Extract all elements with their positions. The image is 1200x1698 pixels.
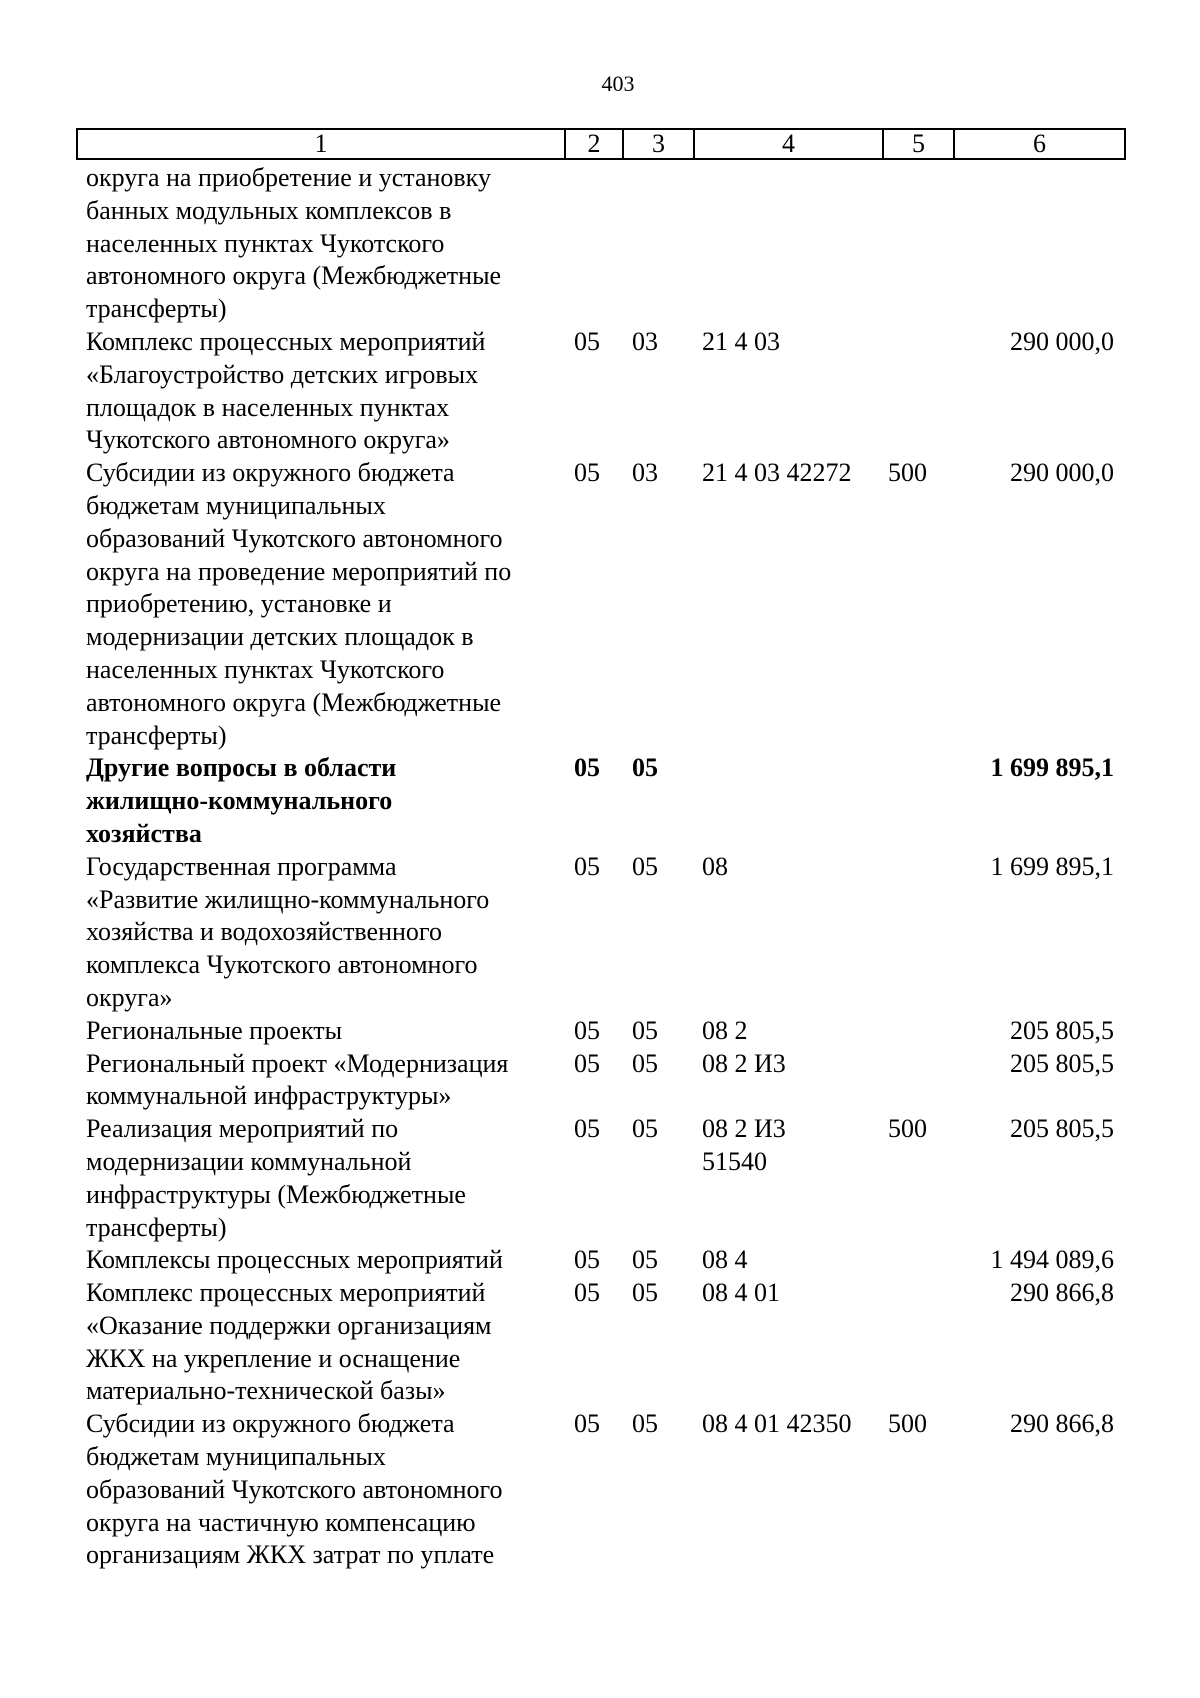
table-header — [76, 128, 1126, 160]
row-target-code: 21 4 03 42272 — [702, 458, 852, 488]
row-amount: 205 805,5 — [1010, 1015, 1114, 1045]
row-name: Региональные проекты — [86, 1015, 343, 1045]
table-row — [86, 1015, 1116, 1048]
table-row — [86, 1113, 1116, 1244]
row-section: 05 — [574, 1409, 600, 1439]
row-target-code: 08 4 01 — [702, 1278, 780, 1308]
row-section: 05 — [574, 753, 600, 783]
row-name: Реализация мероприятий по модернизации коммунальной инфраструктуры (Межбюджетные трансферты) — [86, 1114, 466, 1242]
row-expense-type — [888, 1048, 962, 1114]
row-expense-type — [888, 752, 962, 850]
header-col-6: 6 — [1033, 129, 1046, 158]
header-col-1: 1 — [78, 130, 566, 158]
row-expense-type — [888, 162, 962, 326]
row-name: Комплексы процессных мероприятий — [86, 1245, 503, 1275]
row-amount: 290 866,8 — [1010, 1278, 1114, 1308]
row-section — [574, 162, 632, 326]
row-expense-type: 500 — [888, 1114, 927, 1144]
row-amount: 290 000,0 — [1010, 458, 1114, 488]
row-subsection: 05 — [632, 753, 658, 783]
row-name: Комплекс процессных мероприятий «Оказание поддержки организациям ЖКХ на укрепление и оснащение материально-технической базы» — [86, 1278, 492, 1406]
page-number: 403 — [601, 71, 635, 96]
row-name: Региональный проект «Модернизация коммунальной инфраструктуры» — [86, 1048, 509, 1111]
row-amount: 1 494 089,6 — [990, 1245, 1114, 1275]
row-subsection: 05 — [632, 1245, 658, 1275]
row-subsection: 05 — [632, 1048, 658, 1078]
row-section: 05 — [574, 1015, 600, 1045]
row-expense-type — [888, 326, 962, 457]
row-section: 05 — [574, 1114, 600, 1144]
header-col-5: 5 — [884, 130, 955, 158]
row-target-code: 21 4 03 — [702, 326, 780, 356]
table-row — [86, 162, 1116, 326]
row-target-code: 08 2 И3 — [702, 1048, 786, 1078]
table-row — [86, 457, 1116, 752]
row-amount: 205 805,5 — [1010, 1048, 1114, 1078]
table-row — [86, 1408, 1116, 1572]
row-subsection: 03 — [632, 326, 658, 356]
row-amount: 1 699 895,1 — [990, 851, 1114, 881]
row-name: Субсидии из окружного бюджета бюджетам муниципальных образований Чукотского автономного округа на частичную компенсацию организациям ЖКХ затрат по уплате — [86, 1409, 503, 1570]
row-section: 05 — [574, 1278, 600, 1308]
row-section: 05 — [574, 458, 600, 488]
row-section: 05 — [574, 1245, 600, 1275]
row-subsection — [632, 162, 702, 326]
row-section: 05 — [574, 326, 600, 356]
row-name: Государственная программа «Развитие жилищно-коммунального хозяйства и водохозяйственного комплекса Чукотского автономного округа» — [86, 851, 490, 1012]
row-subsection: 05 — [632, 1015, 658, 1045]
row-subsection: 05 — [632, 851, 658, 881]
row-subsection: 05 — [632, 1114, 658, 1144]
row-target-code: 08 2 — [702, 1015, 748, 1045]
row-section: 05 — [574, 851, 600, 881]
row-subsection: 03 — [632, 458, 658, 488]
row-subsection: 05 — [632, 1278, 658, 1308]
row-expense-type: 500 — [888, 458, 927, 488]
header-col-2: 2 — [566, 130, 624, 158]
row-expense-type — [888, 1277, 962, 1408]
row-section: 05 — [574, 1048, 600, 1078]
table-row — [86, 1244, 1116, 1277]
header-col-3: 3 — [624, 130, 695, 158]
row-name: Другие вопросы в области жилищно-коммунального хозяйства — [86, 753, 397, 848]
row-target-code: 08 — [702, 851, 728, 881]
table-row — [86, 851, 1116, 1015]
row-amount: 1 699 895,1 — [990, 753, 1114, 783]
row-target-code: 08 4 — [702, 1245, 748, 1275]
row-name: Комплекс процессных мероприятий «Благоустройство детских игровых площадок в населенных пунктах Чукотского автономного округа» — [86, 326, 486, 455]
table-row — [86, 1048, 1116, 1114]
row-amount: 290 000,0 — [1010, 326, 1114, 356]
header-col-4: 4 — [695, 130, 884, 158]
row-target-code: 08 4 01 42350 — [702, 1409, 852, 1439]
row-amount: 290 866,8 — [1010, 1409, 1114, 1439]
table-body — [86, 162, 1116, 1572]
row-amount — [962, 162, 1114, 326]
row-expense-type: 500 — [888, 1409, 927, 1439]
row-expense-type — [888, 1244, 962, 1277]
row-target-code — [702, 162, 888, 326]
row-expense-type — [888, 851, 962, 1015]
row-subsection: 05 — [632, 1409, 658, 1439]
table-row — [86, 1277, 1116, 1408]
row-name: округа на приобретение и установку банных модульных комплексов в населенных пунктах Чукотского автономного округа (Межбюджетные трансферты) — [86, 163, 502, 324]
row-expense-type — [888, 1015, 962, 1048]
row-target-code — [702, 752, 888, 850]
table-row — [86, 752, 1116, 850]
row-target-code: 08 2 И3 51540 — [702, 1114, 786, 1176]
row-amount: 205 805,5 — [1010, 1114, 1114, 1144]
table-row — [86, 326, 1116, 457]
row-name: Субсидии из окружного бюджета бюджетам муниципальных образований Чукотского автономного округа на проведение мероприятий по приобретению, установке и модернизации детских площадок в населенных пунктах Чукотского автономного округа (Межбюджетные трансферты) — [86, 458, 512, 750]
